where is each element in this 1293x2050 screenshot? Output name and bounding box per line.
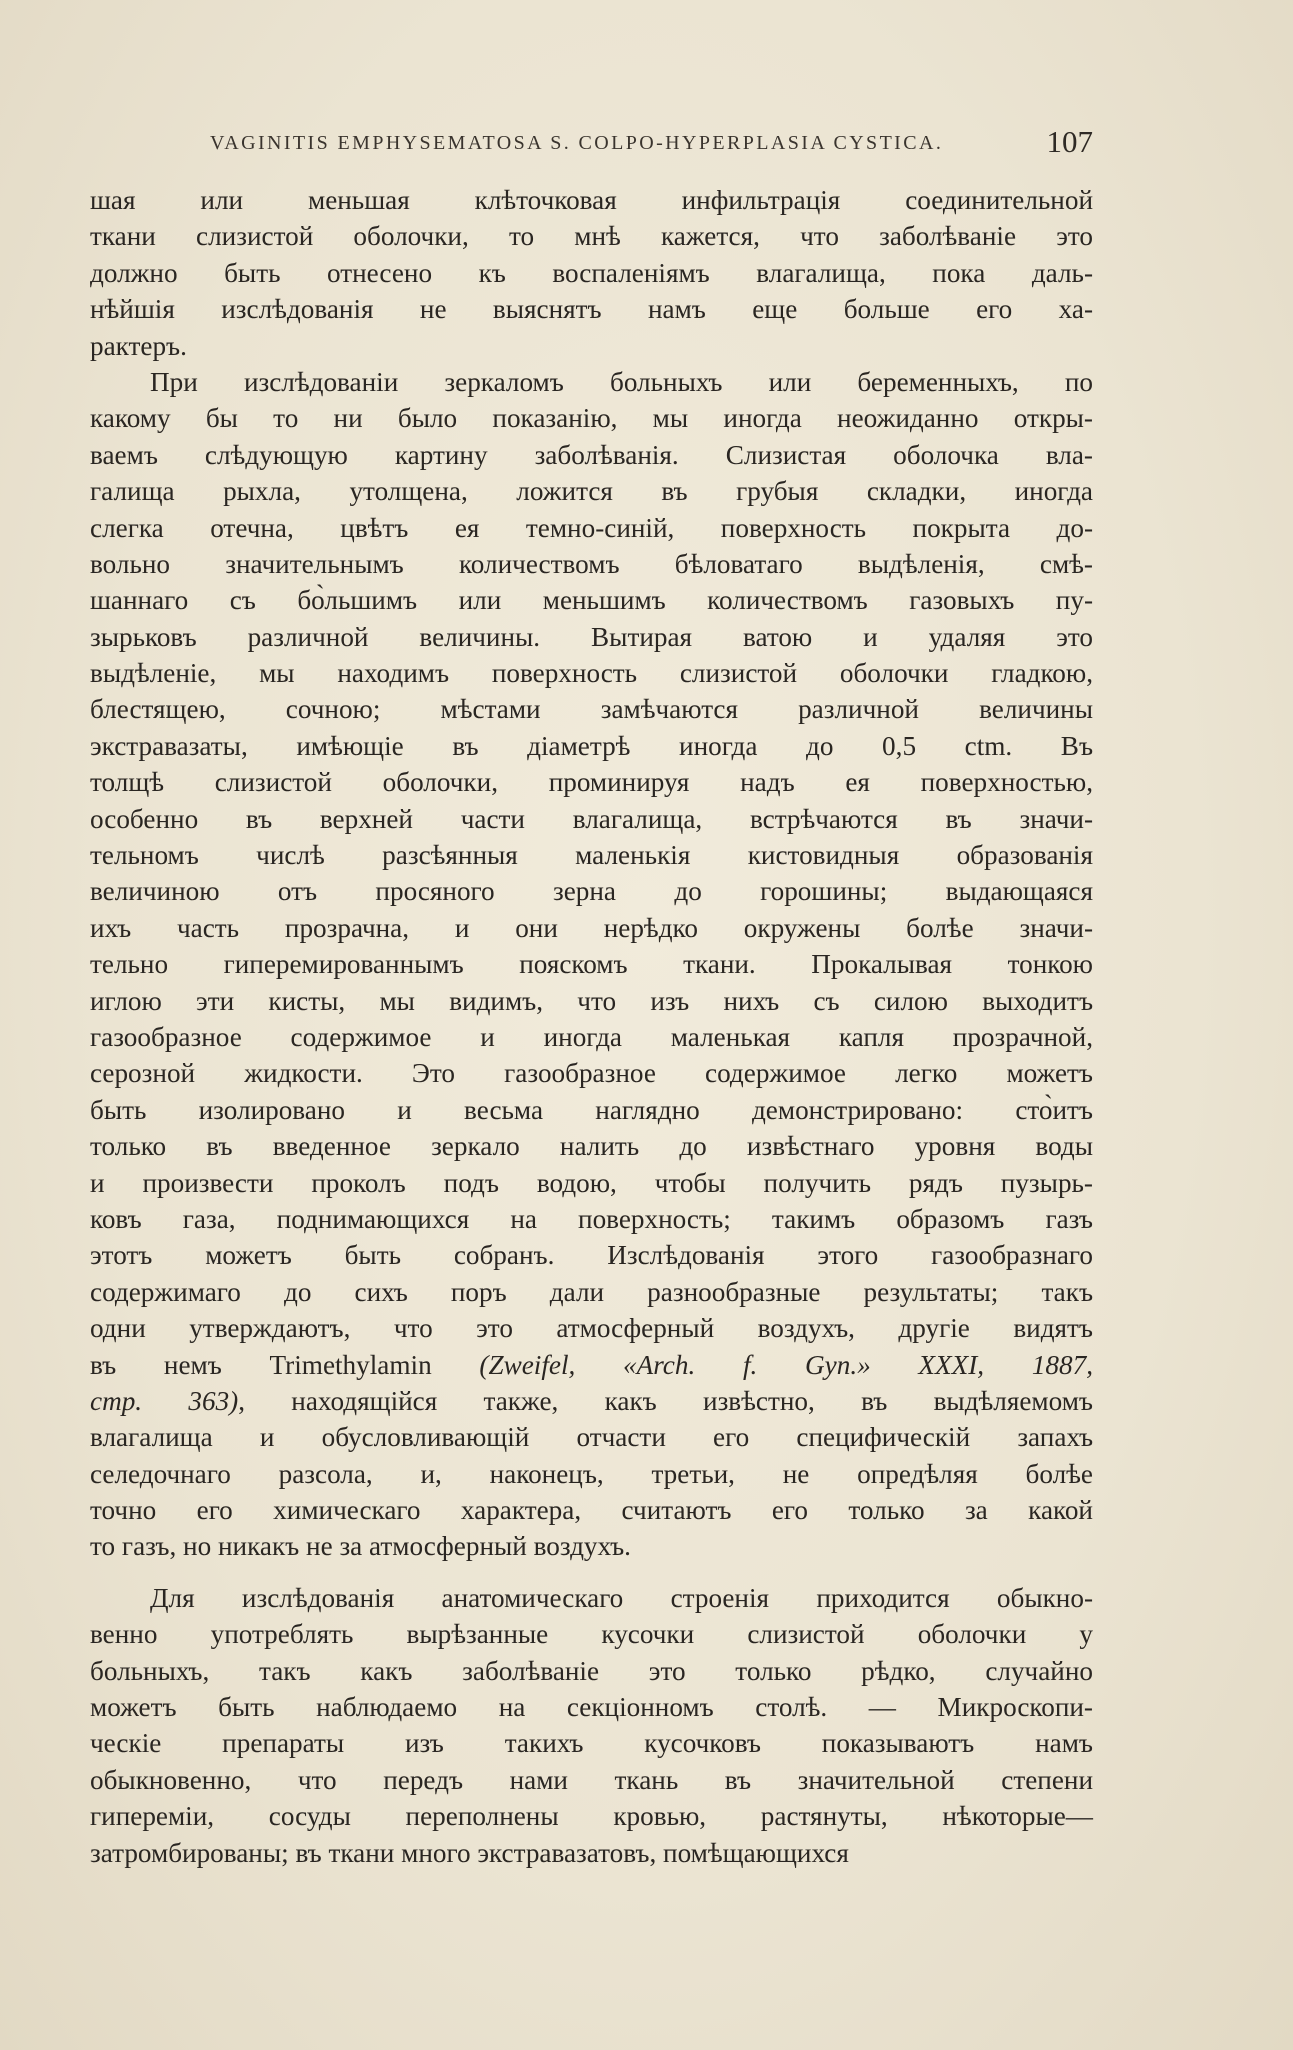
text-line bbox=[90, 1762, 1093, 1798]
line-segment: быть изолировано и весьма наглядно демонстрировано: сто̀итъ bbox=[90, 1094, 1093, 1125]
line-segment: въ немъ Trimethylamin bbox=[90, 1349, 480, 1380]
text-line bbox=[90, 837, 1093, 873]
line-segment: шаннаго съ бо̀льшимъ или меньшимъ количествомъ газовыхъ пу- bbox=[90, 585, 1093, 616]
line-segment: ткани слизистой оболочки, то мнѣ кажется, что заболѣваніе это bbox=[90, 221, 1093, 252]
paragraph bbox=[90, 182, 1093, 364]
line-segment: нѣйшія изслѣдованія не выяснятъ намъ еще больше его ха- bbox=[90, 294, 1093, 325]
text-line bbox=[90, 364, 1093, 400]
paragraph bbox=[90, 364, 1093, 1565]
text-line bbox=[90, 182, 1093, 218]
text-line bbox=[90, 1383, 1093, 1419]
line-segment: можетъ быть наблюдаемо на секціонномъ столѣ. — Микроскопи- bbox=[90, 1692, 1093, 1723]
line-segment: этотъ можетъ быть собранъ. Изслѣдованія этого газообразнаго bbox=[90, 1240, 1093, 1271]
line-segment: блестящею, сочною; мѣстами замѣчаются различной величины bbox=[90, 694, 1093, 725]
page-number: 107 bbox=[1046, 124, 1093, 159]
text-line bbox=[90, 546, 1093, 582]
text-line bbox=[90, 1725, 1093, 1761]
text-line bbox=[90, 1419, 1093, 1455]
text-line bbox=[90, 873, 1093, 909]
text-line bbox=[90, 764, 1093, 800]
line-segment: газообразное содержимое и иногда маленькая капля прозрачной, bbox=[90, 1021, 1093, 1052]
citation-text: стр. 363) bbox=[90, 1385, 239, 1416]
line-segment: должно быть отнесено къ воспаленіямъ влагалища, пока даль- bbox=[90, 257, 1093, 288]
paragraph-gap bbox=[90, 1565, 1093, 1580]
line-segment: какому бы то ни было показанію, мы иногда неожиданно откры- bbox=[90, 403, 1093, 434]
line-segment: только въ введенное зеркало налить до извѣстнаго уровня воды bbox=[90, 1131, 1093, 1162]
text-line bbox=[90, 1580, 1093, 1616]
text-line bbox=[90, 1128, 1093, 1164]
line-segment: шая или меньшая клѣточковая инфильтрація соединительной bbox=[90, 185, 1093, 215]
line-segment: и произвести проколъ подъ водою, чтобы получить рядъ пузырь- bbox=[90, 1167, 1093, 1198]
line-segment: При изслѣдованіи зеркаломъ больныхъ или беременныхъ, по bbox=[150, 366, 1093, 397]
line-segment: затромбированы; въ ткани много экстравазатовъ, помѣщающихся bbox=[90, 1837, 849, 1868]
line-segment: гипереміи, сосуды переполнены кровью, растянуты, нѣкоторые— bbox=[90, 1801, 1093, 1832]
text-line bbox=[90, 1092, 1093, 1128]
body-text bbox=[90, 182, 1093, 1871]
line-segment: одни утверждаютъ, что это атмосферный воздухъ, другіе видятъ bbox=[90, 1313, 1093, 1344]
line-segment: венно употреблять вырѣзанные кусочки слизистой оболочки у bbox=[90, 1619, 1093, 1650]
line-segment: селедочнаго разсола, и, наконецъ, третьи, не опредѣляя болѣе bbox=[90, 1458, 1093, 1489]
text-line bbox=[90, 1798, 1093, 1834]
text-line bbox=[90, 1653, 1093, 1689]
text-line bbox=[90, 1456, 1093, 1492]
text-line bbox=[90, 1055, 1093, 1091]
text-line bbox=[90, 1019, 1093, 1055]
text-line bbox=[90, 801, 1093, 837]
text-line bbox=[90, 400, 1093, 436]
paragraph bbox=[90, 1580, 1093, 1871]
line-segment: особенно въ верхней части влагалища, встрѣчаются въ значи- bbox=[90, 803, 1093, 834]
line-segment: , находящійся также, какъ извѣстно, въ выдѣляемомъ bbox=[238, 1385, 1093, 1416]
line-segment: иглою эти кисты, мы видимъ, что изъ нихъ съ силою выходитъ bbox=[90, 985, 1093, 1016]
text-line bbox=[90, 728, 1093, 764]
line-segment: тельномъ числѣ разсѣянныя маленькія кистовидныя образованія bbox=[90, 840, 1093, 871]
text-line bbox=[90, 655, 1093, 691]
line-segment: ихъ часть прозрачна, и они нерѣдко окружены болѣе значи- bbox=[90, 912, 1093, 943]
text-line bbox=[90, 1347, 1093, 1383]
line-segment: обыкновенно, что передъ нами ткань въ значительной степени bbox=[90, 1764, 1093, 1795]
text-line bbox=[90, 1835, 1093, 1871]
line-segment: то газъ, но никакъ не за атмосферный воздухъ. bbox=[90, 1531, 631, 1562]
text-line bbox=[90, 1616, 1093, 1652]
text-line bbox=[90, 218, 1093, 254]
text-line bbox=[90, 1274, 1093, 1310]
text-line bbox=[90, 582, 1093, 618]
page-header bbox=[210, 124, 1093, 164]
line-segment: экстравазаты, имѣющіе въ діаметрѣ иногда до 0,5 ctm. Въ bbox=[90, 730, 1093, 761]
text-line bbox=[90, 1492, 1093, 1528]
text-line bbox=[90, 1689, 1093, 1725]
text-line bbox=[90, 619, 1093, 655]
text-line bbox=[90, 255, 1093, 291]
line-segment: ваемъ слѣдующую картину заболѣванія. Слизистая оболочка вла- bbox=[90, 439, 1093, 470]
line-segment: зырьковъ различной величины. Вытирая ватою и удаляя это bbox=[90, 621, 1093, 652]
text-line bbox=[90, 946, 1093, 982]
text-line bbox=[90, 510, 1093, 546]
line-segment: содержимаго до сихъ поръ дали разнообразные результаты; такъ bbox=[90, 1276, 1093, 1307]
text-line bbox=[90, 1201, 1093, 1237]
line-segment: галища рыхла, утолщена, ложится въ грубыя складки, иногда bbox=[90, 476, 1093, 507]
line-segment: величиною отъ просяного зерна до горошины; выдающаяся bbox=[90, 876, 1093, 907]
text-line bbox=[90, 691, 1093, 727]
text-line bbox=[90, 328, 1093, 364]
line-segment: влагалища и обусловливающій отчасти его специфическій запахъ bbox=[90, 1422, 1093, 1453]
line-segment: толщѣ слизистой оболочки, проминируя надъ ея поверхностью, bbox=[90, 767, 1093, 798]
line-segment: точно его химическаго характера, считаютъ его только за какой bbox=[90, 1495, 1093, 1526]
line-segment: слегка отечна, цвѣтъ ея темно-синій, поверхность покрыта до- bbox=[90, 512, 1093, 543]
line-segment: ковъ газа, поднимающихся на поверхность; такимъ образомъ газъ bbox=[90, 1203, 1093, 1234]
running-head: VAGINITIS EMPHYSEMATOSA S. COLPO-HYPERPLASIA CYSTICA. bbox=[210, 132, 944, 154]
text-line bbox=[90, 910, 1093, 946]
text-line bbox=[90, 983, 1093, 1019]
line-segment: вольно значительнымъ количествомъ бѣловатаго выдѣленія, смѣ- bbox=[90, 548, 1093, 579]
line-segment: тельно гиперемированнымъ пояскомъ ткани. Прокалывая тонкою bbox=[90, 949, 1093, 980]
text-line bbox=[90, 1165, 1093, 1201]
line-segment: выдѣленіе, мы находимъ поверхность слизистой оболочки гладкою, bbox=[90, 658, 1093, 689]
text-line bbox=[90, 437, 1093, 473]
line-segment: ческіе препараты изъ такихъ кусочковъ показываютъ намъ bbox=[90, 1728, 1093, 1759]
citation-text: (Zweifel, «Arch. f. Gyn.» XXXI, 1887, bbox=[479, 1349, 1093, 1380]
text-line bbox=[90, 1528, 1093, 1564]
line-segment: серозной жидкости. Это газообразное содержимое легко можетъ bbox=[90, 1058, 1093, 1089]
line-segment: Для изслѣдованія анатомическаго строенія приходится обыкно- bbox=[150, 1582, 1093, 1613]
text-line bbox=[90, 473, 1093, 509]
line-segment: рактеръ. bbox=[90, 330, 187, 361]
text-line bbox=[90, 1237, 1093, 1273]
text-line bbox=[90, 1310, 1093, 1346]
text-line bbox=[90, 291, 1093, 327]
line-segment: больныхъ, такъ какъ заболѣваніе это только рѣдко, случайно bbox=[90, 1655, 1093, 1686]
